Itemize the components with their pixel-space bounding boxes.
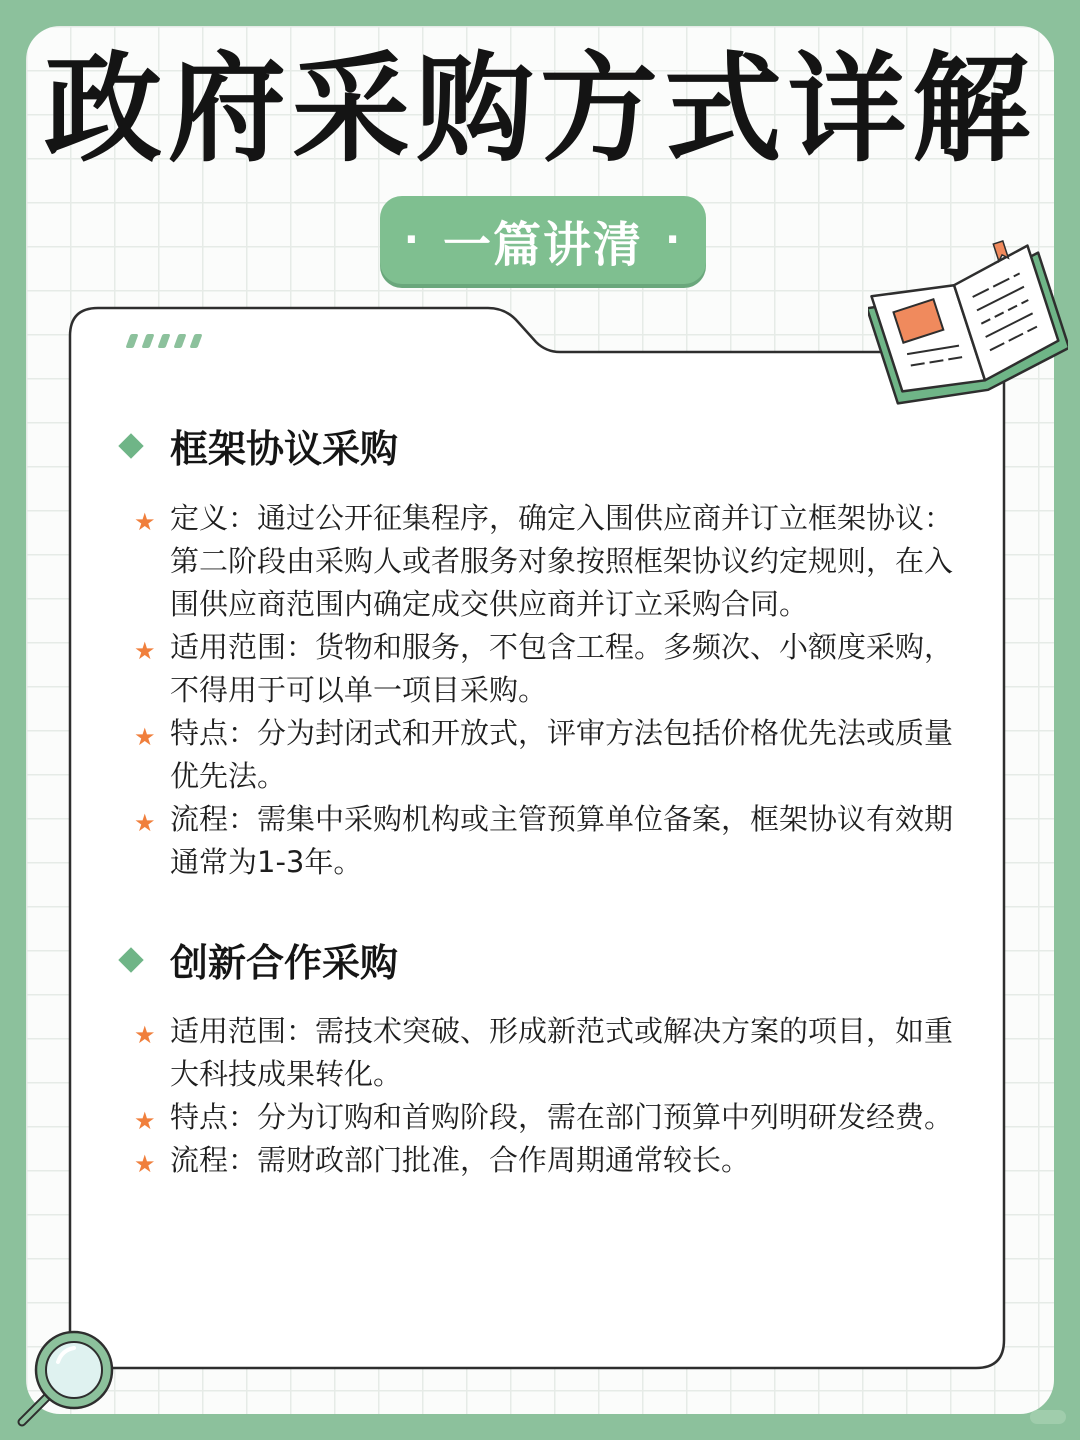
list-item: [134, 626, 970, 712]
section-title-text: 框架协议采购: [170, 427, 399, 471]
magnifier-icon: [10, 1322, 122, 1434]
star-icon: ★: [134, 1150, 156, 1178]
star-icon: ★: [134, 723, 156, 751]
list-item-text: 适用范围：货物和服务，不包含工程。多频次、小额度采购，不得用于可以单一项目采购。: [170, 630, 954, 707]
list-item: [134, 798, 970, 884]
subtitle-dot-right: ·: [665, 217, 683, 263]
diamond-icon: [118, 433, 143, 458]
section-title-text: 创新合作采购: [170, 941, 399, 985]
list-item-text: 特点：分为订购和首购阶段，需在部门预算中列明研发经费。: [170, 1100, 954, 1134]
list-item: [134, 497, 970, 626]
list-item: [134, 712, 970, 798]
tab-dashes-decoration: [128, 334, 200, 348]
list-item-text: 流程：需财政部门批准，合作周期通常较长。: [170, 1143, 751, 1177]
star-icon: ★: [134, 637, 156, 665]
list-item-text: 流程：需集中采购机构或主管预算单位备案，框架协议有效期通常为1-3年。: [170, 802, 954, 879]
list-item: [134, 1139, 970, 1182]
section-list-innovation: [134, 1010, 970, 1182]
page-title: 政府采购方式详解: [43, 40, 1036, 178]
list-item-text: 定义：通过公开征集程序，确定入围供应商并订立框架协议：第二阶段由采购人或者服务对象按照框架协议约定规则，在入围供应商范围内确定成交供应商并订立采购合同。: [170, 501, 954, 621]
list-item: [134, 1096, 970, 1139]
watermark-badge: [1030, 1410, 1066, 1424]
open-book-icon: [868, 238, 1068, 413]
section-list-framework: [134, 497, 970, 884]
star-icon: ★: [134, 1021, 156, 1049]
section-title-innovation: [116, 932, 398, 987]
star-icon: ★: [134, 1107, 156, 1135]
subtitle-text: 一篇讲清: [442, 216, 643, 273]
list-item-text: 适用范围：需技术突破、形成新范式或解决方案的项目，如重大科技成果转化。: [170, 1014, 954, 1091]
list-item-text: 特点：分为封闭式和开放式，评审方法包括价格优先法或质量优先法。: [170, 716, 954, 793]
star-icon: ★: [134, 809, 156, 837]
subtitle-dot-left: ·: [403, 217, 421, 263]
diamond-icon: [118, 947, 143, 972]
star-icon: ★: [134, 508, 156, 536]
section-title-framework: [116, 418, 398, 473]
list-item: [134, 1010, 970, 1096]
